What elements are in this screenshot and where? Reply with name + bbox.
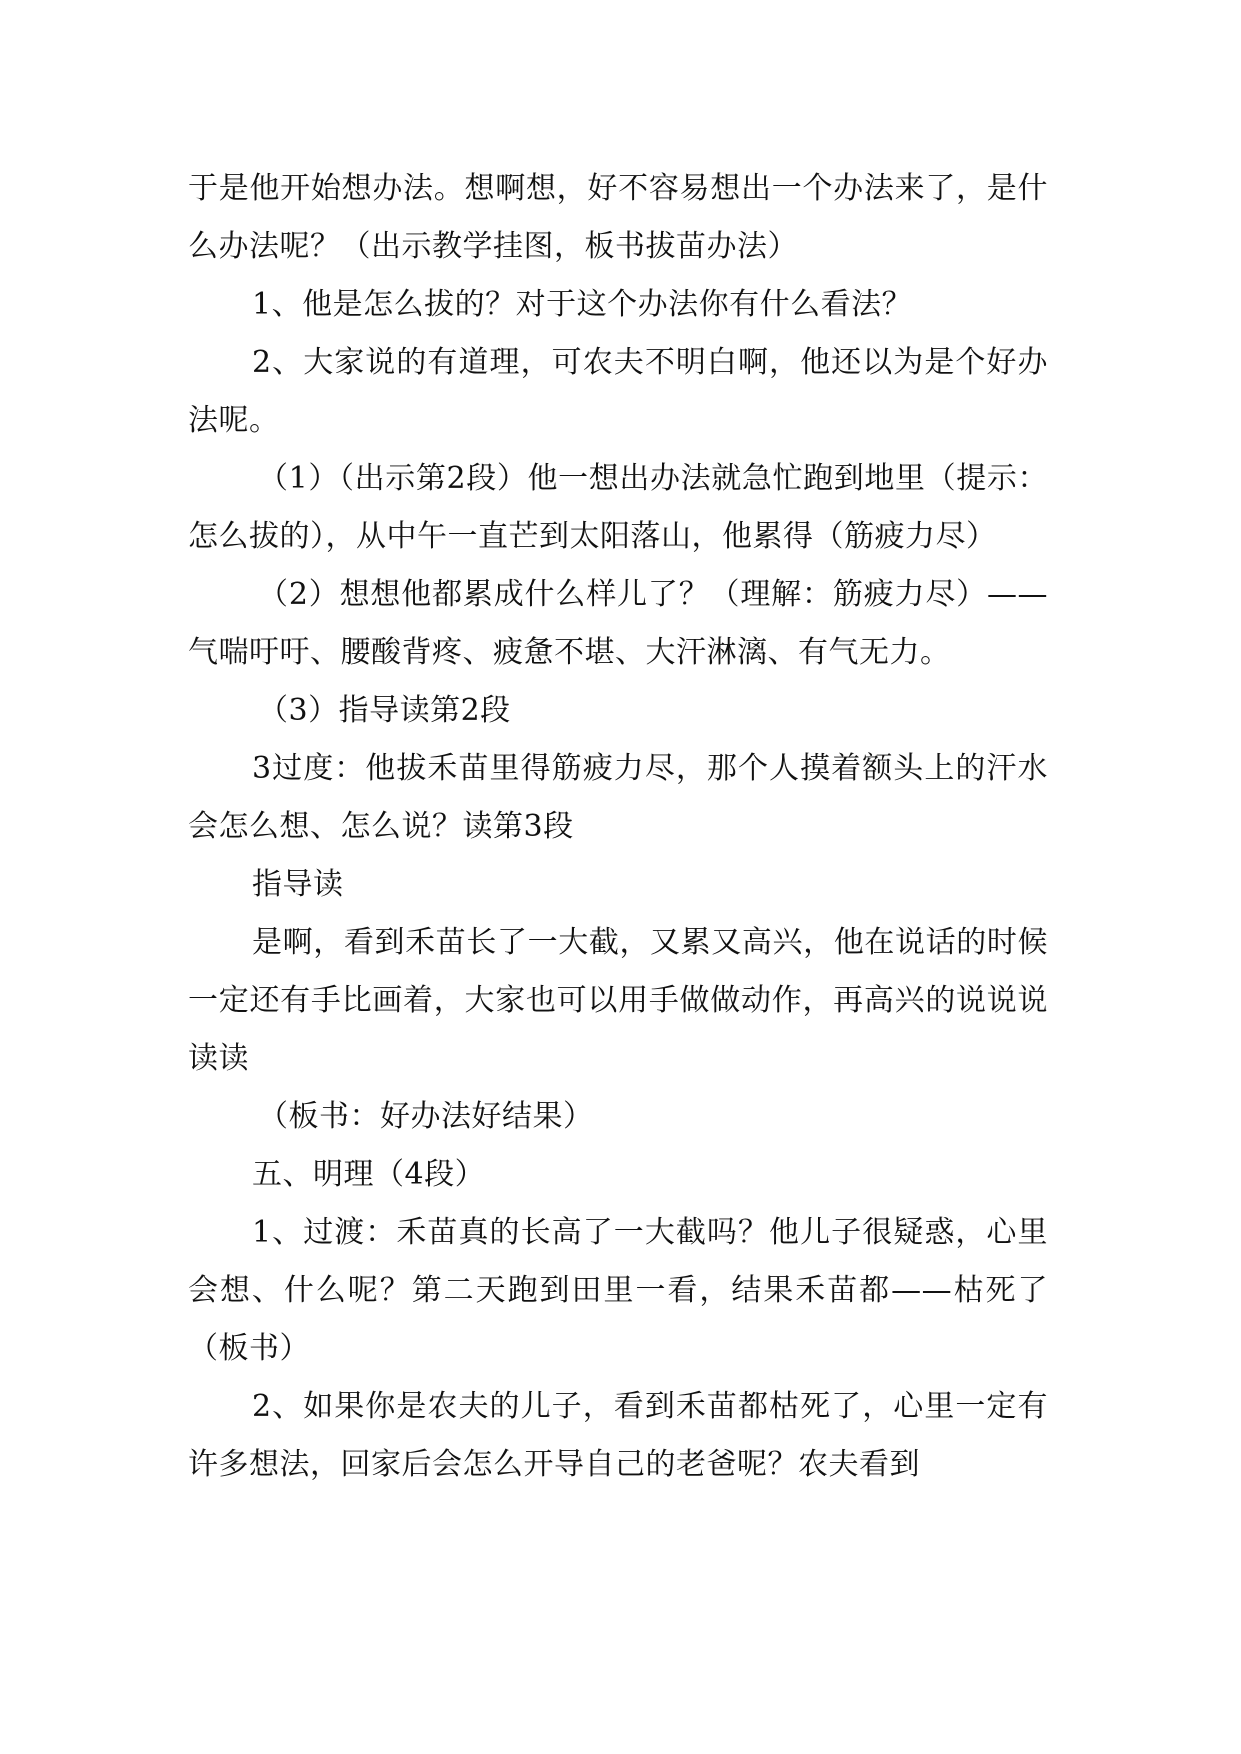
paragraph-question-1: 1、他是怎么拔的？对于这个办法你有什么看法？ [252, 287, 913, 322]
paragraph-sub-3: （3）指导读第2段 [258, 693, 511, 728]
paragraph-intro: 于是他开始想办法。想啊想，好不容易想出一个办法来了，是什么办法呢？（出示教学挂图，板书拔苗办法） [188, 171, 1048, 264]
paragraph-explanation: 是啊，看到禾苗长了一大截，又累又高兴，他在说话的时候一定还有手比画着，大家也可以用手做做动作，再高兴的说说说读读 [188, 925, 1048, 1076]
paragraph-transition-1: 1、过渡：禾苗真的长高了一大截吗？他儿子很疑惑，心里会想、什么呢？第二天跑到田里一看，结果禾苗都——枯死了（板书） [188, 1215, 1048, 1366]
paragraph-guided-reading: 指导读 [252, 867, 344, 902]
paragraph-transition-3: 3过度：他拔禾苗里得筋疲力尽，那个人摸着额头上的汗水会怎么想、怎么说？读第3段 [188, 751, 1048, 844]
paragraph-sub-1: （1）（出示第2段）他一想出办法就急忙跑到地里（提示：怎么拔的），从中午一直芒到太阳落山，他累得（筋疲力尽） [188, 461, 1048, 554]
paragraph-board-note: （板书：好办法好结果） [258, 1099, 594, 1134]
section-heading-5: 五、明理（4段） [252, 1157, 486, 1192]
paragraph-question-2: 2、大家说的有道理，可农夫不明白啊，他还以为是个好办法呢。 [188, 345, 1048, 438]
document-page [188, 160, 1048, 1494]
paragraph-question-son: 2、如果你是农夫的儿子，看到禾苗都枯死了，心里一定有许多想法，回家后会怎么开导自己的老爸呢？农夫看到 [188, 1389, 1048, 1482]
paragraph-sub-2: （2）想想他都累成什么样儿了？（理解：筋疲力尽）——气喘吁吁、腰酸背疼、疲惫不堪、大汗淋漓、有气无力。 [188, 577, 1048, 670]
